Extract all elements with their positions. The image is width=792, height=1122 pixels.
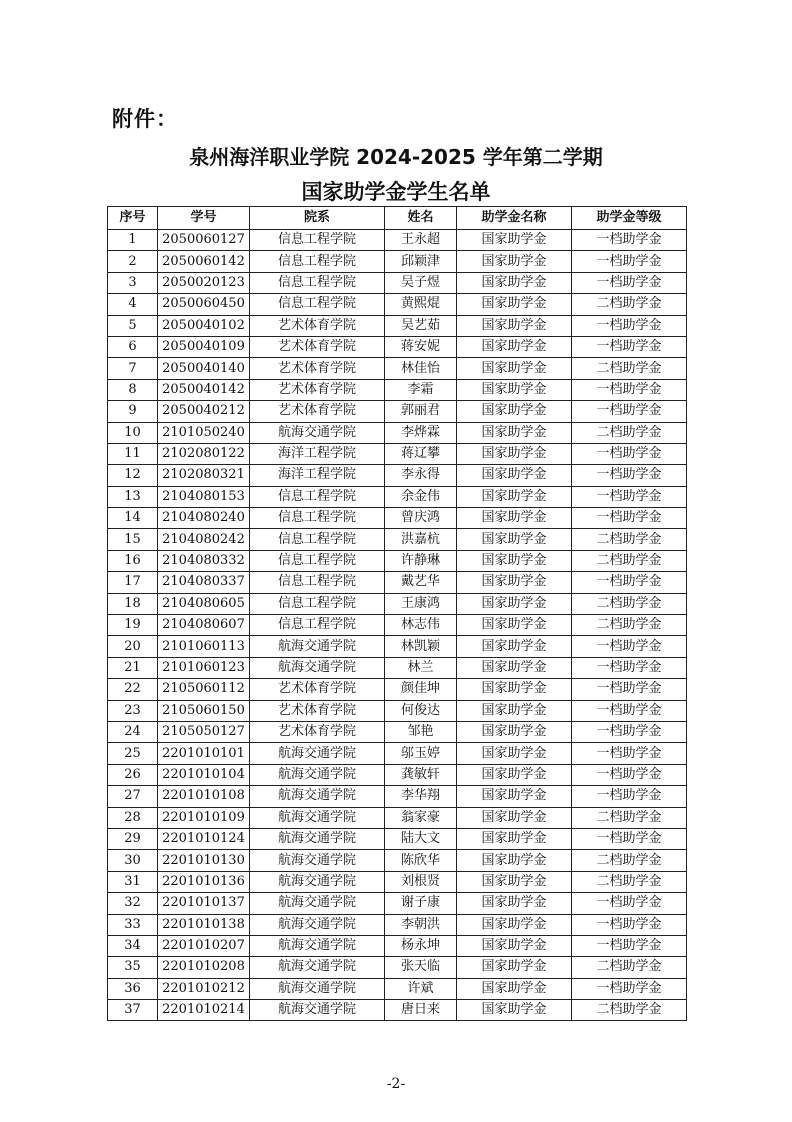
cell-name: 王永超 — [385, 230, 457, 251]
cell-student-id: 2104080153 — [158, 486, 250, 507]
table-row — [108, 914, 687, 935]
cell-name: 吴艺茹 — [385, 315, 457, 336]
table-row — [108, 529, 687, 550]
cell-grant-name: 国家助学金 — [457, 914, 572, 935]
cell-index: 10 — [108, 422, 158, 443]
cell-department: 信息工程学院 — [250, 529, 385, 550]
cell-name: 许斌 — [385, 978, 457, 999]
cell-index: 16 — [108, 550, 158, 571]
cell-index: 13 — [108, 486, 158, 507]
cell-index: 7 — [108, 358, 158, 379]
cell-name: 黄熙焜 — [385, 294, 457, 315]
cell-student-id: 2104080607 — [158, 615, 250, 636]
cell-grant-name: 国家助学金 — [457, 615, 572, 636]
cell-index: 15 — [108, 529, 158, 550]
table-row — [108, 315, 687, 336]
page-number: -2- — [386, 1076, 406, 1092]
cell-grant-level: 一档助学金 — [572, 636, 687, 657]
column-header-grant-level: 助学金等级 — [572, 207, 687, 230]
cell-index: 1 — [108, 230, 158, 251]
table-row — [108, 615, 687, 636]
cell-name: 邬玉婷 — [385, 743, 457, 764]
cell-department: 航海交通学院 — [250, 1000, 385, 1021]
cell-student-id: 2201010108 — [158, 786, 250, 807]
cell-department: 航海交通学院 — [250, 636, 385, 657]
cell-grant-name: 国家助学金 — [457, 315, 572, 336]
cell-grant-name: 国家助学金 — [457, 443, 572, 464]
table-row — [108, 294, 687, 315]
cell-index: 31 — [108, 871, 158, 892]
cell-name: 邱颖津 — [385, 251, 457, 272]
cell-grant-name: 国家助学金 — [457, 743, 572, 764]
cell-grant-level: 一档助学金 — [572, 764, 687, 785]
cell-index: 36 — [108, 978, 158, 999]
cell-grant-name: 国家助学金 — [457, 893, 572, 914]
cell-grant-name: 国家助学金 — [457, 679, 572, 700]
cell-index: 5 — [108, 315, 158, 336]
cell-department: 信息工程学院 — [250, 230, 385, 251]
cell-grant-level: 一档助学金 — [572, 272, 687, 293]
cell-name: 龚敏轩 — [385, 764, 457, 785]
table-row — [108, 871, 687, 892]
cell-index: 19 — [108, 615, 158, 636]
table-row — [108, 230, 687, 251]
cell-student-id: 2105060150 — [158, 700, 250, 721]
cell-index: 8 — [108, 379, 158, 400]
cell-name: 陈欣华 — [385, 850, 457, 871]
cell-student-id: 2050040142 — [158, 379, 250, 400]
cell-student-id: 2101050240 — [158, 422, 250, 443]
table-header-row — [108, 207, 687, 230]
cell-grant-level: 一档助学金 — [572, 657, 687, 678]
table-row — [108, 850, 687, 871]
cell-grant-level: 二档助学金 — [572, 957, 687, 978]
cell-department: 航海交通学院 — [250, 914, 385, 935]
cell-name: 何俊达 — [385, 700, 457, 721]
cell-name: 李华翔 — [385, 786, 457, 807]
cell-grant-level: 一档助学金 — [572, 893, 687, 914]
cell-student-id: 2201010130 — [158, 850, 250, 871]
cell-grant-name: 国家助学金 — [457, 593, 572, 614]
cell-department: 航海交通学院 — [250, 764, 385, 785]
cell-student-id: 2050040109 — [158, 336, 250, 357]
cell-name: 戴艺华 — [385, 572, 457, 593]
table-row — [108, 443, 687, 464]
cell-grant-name: 国家助学金 — [457, 850, 572, 871]
cell-grant-level: 二档助学金 — [572, 422, 687, 443]
cell-department: 信息工程学院 — [250, 593, 385, 614]
cell-name: 王康鸿 — [385, 593, 457, 614]
cell-department: 航海交通学院 — [250, 893, 385, 914]
cell-index: 33 — [108, 914, 158, 935]
cell-student-id: 2201010138 — [158, 914, 250, 935]
cell-student-id: 2201010137 — [158, 893, 250, 914]
column-header-department: 院系 — [250, 207, 385, 230]
cell-department: 艺术体育学院 — [250, 315, 385, 336]
cell-index: 35 — [108, 957, 158, 978]
cell-index: 14 — [108, 508, 158, 529]
cell-name: 林志伟 — [385, 615, 457, 636]
cell-department: 航海交通学院 — [250, 422, 385, 443]
cell-name: 许静琳 — [385, 550, 457, 571]
cell-student-id: 2201010214 — [158, 1000, 250, 1021]
cell-student-id: 2105060112 — [158, 679, 250, 700]
cell-student-id: 2101060123 — [158, 657, 250, 678]
table-row — [108, 401, 687, 422]
cell-index: 9 — [108, 401, 158, 422]
cell-grant-name: 国家助学金 — [457, 465, 572, 486]
cell-department: 航海交通学院 — [250, 935, 385, 956]
cell-grant-level: 二档助学金 — [572, 615, 687, 636]
cell-index: 29 — [108, 828, 158, 849]
cell-grant-name: 国家助学金 — [457, 636, 572, 657]
attachment-label: 附件： — [112, 107, 178, 131]
cell-index: 24 — [108, 721, 158, 742]
table-row — [108, 679, 687, 700]
cell-student-id: 2102080122 — [158, 443, 250, 464]
table-row — [108, 764, 687, 785]
table-row — [108, 572, 687, 593]
cell-index: 25 — [108, 743, 158, 764]
cell-grant-name: 国家助学金 — [457, 529, 572, 550]
cell-index: 6 — [108, 336, 158, 357]
cell-grant-level: 二档助学金 — [572, 850, 687, 871]
cell-department: 艺术体育学院 — [250, 700, 385, 721]
cell-department: 信息工程学院 — [250, 486, 385, 507]
cell-department: 艺术体育学院 — [250, 401, 385, 422]
table-row — [108, 743, 687, 764]
cell-grant-name: 国家助学金 — [457, 1000, 572, 1021]
cell-student-id: 2050040102 — [158, 315, 250, 336]
cell-department: 航海交通学院 — [250, 850, 385, 871]
cell-student-id: 2201010136 — [158, 871, 250, 892]
cell-department: 航海交通学院 — [250, 978, 385, 999]
cell-department: 艺术体育学院 — [250, 358, 385, 379]
document-title: 泉州海洋职业学院 2024-2025 学年第二学期 — [189, 145, 603, 169]
cell-index: 3 — [108, 272, 158, 293]
cell-name: 李永得 — [385, 465, 457, 486]
cell-grant-level: 一档助学金 — [572, 251, 687, 272]
cell-grant-name: 国家助学金 — [457, 508, 572, 529]
table-row — [108, 272, 687, 293]
cell-department: 信息工程学院 — [250, 251, 385, 272]
cell-department: 信息工程学院 — [250, 272, 385, 293]
cell-index: 22 — [108, 679, 158, 700]
table-row — [108, 379, 687, 400]
cell-student-id: 2201010104 — [158, 764, 250, 785]
cell-grant-name: 国家助学金 — [457, 807, 572, 828]
cell-grant-name: 国家助学金 — [457, 401, 572, 422]
cell-grant-level: 二档助学金 — [572, 294, 687, 315]
cell-student-id: 2201010109 — [158, 807, 250, 828]
document-subtitle: 国家助学金学生名单 — [301, 180, 491, 204]
cell-name: 陆大文 — [385, 828, 457, 849]
cell-name: 林佳怡 — [385, 358, 457, 379]
cell-student-id: 2101060113 — [158, 636, 250, 657]
cell-grant-level: 一档助学金 — [572, 679, 687, 700]
cell-department: 航海交通学院 — [250, 871, 385, 892]
cell-grant-name: 国家助学金 — [457, 358, 572, 379]
cell-grant-level: 二档助学金 — [572, 807, 687, 828]
cell-grant-level: 一档助学金 — [572, 743, 687, 764]
cell-student-id: 2050040212 — [158, 401, 250, 422]
table-row — [108, 786, 687, 807]
cell-name: 余金伟 — [385, 486, 457, 507]
cell-department: 艺术体育学院 — [250, 336, 385, 357]
table-row — [108, 893, 687, 914]
cell-grant-name: 国家助学金 — [457, 294, 572, 315]
table-row — [108, 1000, 687, 1021]
table-row — [108, 807, 687, 828]
cell-student-id: 2102080321 — [158, 465, 250, 486]
table-row — [108, 657, 687, 678]
cell-index: 21 — [108, 657, 158, 678]
cell-student-id: 2104080332 — [158, 550, 250, 571]
cell-grant-level: 一档助学金 — [572, 379, 687, 400]
table-row — [108, 550, 687, 571]
cell-department: 信息工程学院 — [250, 615, 385, 636]
cell-student-id: 2050060450 — [158, 294, 250, 315]
cell-grant-name: 国家助学金 — [457, 700, 572, 721]
table-row — [108, 935, 687, 956]
cell-grant-name: 国家助学金 — [457, 251, 572, 272]
cell-index: 27 — [108, 786, 158, 807]
cell-grant-name: 国家助学金 — [457, 486, 572, 507]
cell-department: 航海交通学院 — [250, 657, 385, 678]
cell-grant-level: 一档助学金 — [572, 315, 687, 336]
column-header-index: 序号 — [108, 207, 158, 230]
cell-grant-name: 国家助学金 — [457, 764, 572, 785]
table-row — [108, 828, 687, 849]
cell-department: 信息工程学院 — [250, 550, 385, 571]
cell-index: 11 — [108, 443, 158, 464]
cell-name: 洪嘉杭 — [385, 529, 457, 550]
cell-grant-level: 一档助学金 — [572, 828, 687, 849]
table-row — [108, 486, 687, 507]
cell-name: 吴子煜 — [385, 272, 457, 293]
cell-grant-level: 一档助学金 — [572, 935, 687, 956]
cell-department: 信息工程学院 — [250, 294, 385, 315]
cell-name: 邹艳 — [385, 721, 457, 742]
cell-name: 张天临 — [385, 957, 457, 978]
cell-student-id: 2050040140 — [158, 358, 250, 379]
cell-grant-level: 二档助学金 — [572, 358, 687, 379]
table-row — [108, 422, 687, 443]
cell-name: 李朝洪 — [385, 914, 457, 935]
table-row — [108, 508, 687, 529]
cell-grant-level: 一档助学金 — [572, 336, 687, 357]
cell-grant-level: 一档助学金 — [572, 572, 687, 593]
cell-index: 18 — [108, 593, 158, 614]
cell-index: 12 — [108, 465, 158, 486]
column-header-student-id: 学号 — [158, 207, 250, 230]
cell-name: 杨永坤 — [385, 935, 457, 956]
cell-grant-level: 二档助学金 — [572, 529, 687, 550]
cell-grant-level: 一档助学金 — [572, 508, 687, 529]
cell-name: 林兰 — [385, 657, 457, 678]
cell-grant-level: 一档助学金 — [572, 914, 687, 935]
cell-index: 20 — [108, 636, 158, 657]
cell-student-id: 2104080242 — [158, 529, 250, 550]
column-header-name: 姓名 — [385, 207, 457, 230]
cell-department: 航海交通学院 — [250, 957, 385, 978]
cell-name: 蒋安妮 — [385, 336, 457, 357]
cell-index: 30 — [108, 850, 158, 871]
cell-department: 海洋工程学院 — [250, 465, 385, 486]
cell-grant-name: 国家助学金 — [457, 572, 572, 593]
cell-grant-level: 一档助学金 — [572, 401, 687, 422]
cell-index: 4 — [108, 294, 158, 315]
cell-student-id: 2201010208 — [158, 957, 250, 978]
cell-department: 艺术体育学院 — [250, 679, 385, 700]
cell-grant-level: 一档助学金 — [572, 786, 687, 807]
table-row — [108, 593, 687, 614]
cell-grant-name: 国家助学金 — [457, 336, 572, 357]
cell-grant-level: 二档助学金 — [572, 871, 687, 892]
table-row — [108, 358, 687, 379]
cell-student-id: 2201010207 — [158, 935, 250, 956]
cell-grant-name: 国家助学金 — [457, 786, 572, 807]
cell-name: 刘根贤 — [385, 871, 457, 892]
cell-index: 37 — [108, 1000, 158, 1021]
cell-department: 艺术体育学院 — [250, 721, 385, 742]
cell-grant-name: 国家助学金 — [457, 957, 572, 978]
cell-index: 2 — [108, 251, 158, 272]
table-row — [108, 636, 687, 657]
cell-name: 曾庆鸿 — [385, 508, 457, 529]
cell-grant-name: 国家助学金 — [457, 721, 572, 742]
cell-index: 32 — [108, 893, 158, 914]
cell-department: 航海交通学院 — [250, 828, 385, 849]
cell-grant-level: 一档助学金 — [572, 465, 687, 486]
cell-grant-level: 二档助学金 — [572, 1000, 687, 1021]
cell-name: 颜佳坤 — [385, 679, 457, 700]
cell-department: 信息工程学院 — [250, 572, 385, 593]
cell-department: 海洋工程学院 — [250, 443, 385, 464]
grant-recipient-table — [107, 206, 687, 1021]
cell-index: 26 — [108, 764, 158, 785]
table-row — [108, 978, 687, 999]
table-row — [108, 957, 687, 978]
cell-name: 李霜 — [385, 379, 457, 400]
cell-grant-name: 国家助学金 — [457, 272, 572, 293]
cell-student-id: 2201010101 — [158, 743, 250, 764]
cell-grant-level: 二档助学金 — [572, 550, 687, 571]
cell-department: 航海交通学院 — [250, 807, 385, 828]
cell-name: 林凯颖 — [385, 636, 457, 657]
cell-grant-name: 国家助学金 — [457, 550, 572, 571]
table-row — [108, 465, 687, 486]
cell-name: 李烨霖 — [385, 422, 457, 443]
cell-grant-name: 国家助学金 — [457, 828, 572, 849]
table-row — [108, 251, 687, 272]
cell-department: 航海交通学院 — [250, 743, 385, 764]
cell-name: 蒋辽攀 — [385, 443, 457, 464]
cell-grant-level: 一档助学金 — [572, 486, 687, 507]
cell-index: 34 — [108, 935, 158, 956]
cell-index: 28 — [108, 807, 158, 828]
column-header-grant-name: 助学金名称 — [457, 207, 572, 230]
cell-student-id: 2050060127 — [158, 230, 250, 251]
cell-student-id: 2201010212 — [158, 978, 250, 999]
cell-index: 17 — [108, 572, 158, 593]
cell-grant-level: 一档助学金 — [572, 443, 687, 464]
cell-grant-name: 国家助学金 — [457, 422, 572, 443]
table-row — [108, 721, 687, 742]
cell-department: 信息工程学院 — [250, 508, 385, 529]
cell-grant-level: 一档助学金 — [572, 978, 687, 999]
cell-student-id: 2104080337 — [158, 572, 250, 593]
cell-grant-name: 国家助学金 — [457, 379, 572, 400]
cell-grant-level: 二档助学金 — [572, 593, 687, 614]
cell-grant-name: 国家助学金 — [457, 657, 572, 678]
cell-grant-level: 一档助学金 — [572, 700, 687, 721]
cell-index: 23 — [108, 700, 158, 721]
table-body — [108, 230, 687, 1021]
cell-student-id: 2050060142 — [158, 251, 250, 272]
cell-grant-name: 国家助学金 — [457, 978, 572, 999]
cell-student-id: 2104080240 — [158, 508, 250, 529]
cell-name: 郭丽君 — [385, 401, 457, 422]
cell-grant-name: 国家助学金 — [457, 871, 572, 892]
cell-grant-level: 一档助学金 — [572, 721, 687, 742]
cell-name: 唐日来 — [385, 1000, 457, 1021]
cell-student-id: 2201010124 — [158, 828, 250, 849]
cell-student-id: 2050020123 — [158, 272, 250, 293]
cell-name: 谢子康 — [385, 893, 457, 914]
cell-grant-name: 国家助学金 — [457, 935, 572, 956]
cell-grant-name: 国家助学金 — [457, 230, 572, 251]
cell-name: 翁家豪 — [385, 807, 457, 828]
cell-department: 航海交通学院 — [250, 786, 385, 807]
cell-student-id: 2104080605 — [158, 593, 250, 614]
table-row — [108, 700, 687, 721]
cell-student-id: 2105050127 — [158, 721, 250, 742]
table-row — [108, 336, 687, 357]
cell-department: 艺术体育学院 — [250, 379, 385, 400]
cell-grant-level: 一档助学金 — [572, 230, 687, 251]
